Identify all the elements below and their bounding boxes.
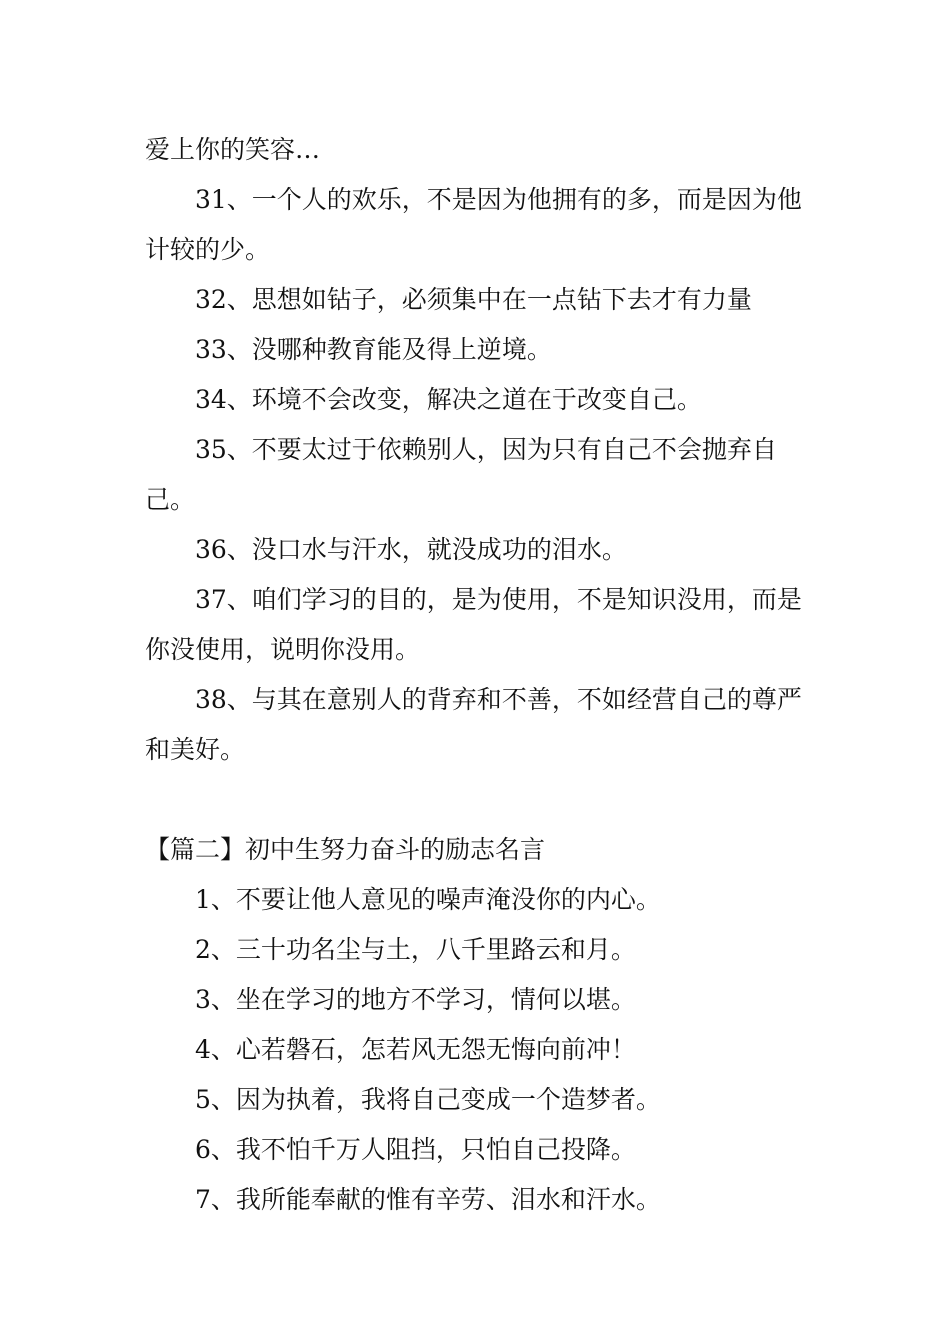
quote-32: 32、思想如钻子，必须集中在一点钻下去才有力量: [195, 285, 752, 314]
section-gap: [145, 775, 810, 825]
quote-5: 5、因为执着，我将自己变成一个造梦者。: [195, 1085, 661, 1114]
quote-36: 36、没口水与汗水，就没成功的泪水。: [195, 535, 627, 564]
quote-34: 34、环境不会改变，解决之道在于改变自己。: [195, 385, 702, 414]
quote-7: 7、我所能奉献的惟有辛劳、泪水和汗水。: [195, 1185, 661, 1214]
quote-4: 4、心若磐石，怎若风无怨无悔向前冲！: [195, 1035, 636, 1064]
continuation-line: 爱上你的笑容…: [145, 135, 321, 164]
page-content: [145, 125, 810, 1225]
quote-35: 35、不要太过于依赖别人，因为只有自己不会抛弃自己。: [145, 435, 777, 514]
quote-38: 38、与其在意别人的背弃和不善，不如经营自己的尊严和美好。: [145, 685, 802, 764]
quote-37: 37、咱们学习的目的，是为使用，不是知识没用，而是你没使用，说明你没用。: [145, 585, 802, 664]
section-heading: 【篇二】初中生努力奋斗的励志名言: [145, 835, 546, 864]
quote-31: 31、一个人的欢乐，不是因为他拥有的多，而是因为他计较的少。: [145, 185, 802, 264]
quote-2: 2、三十功名尘与土，八千里路云和月。: [195, 935, 636, 964]
quote-6: 6、我不怕千万人阻挡，只怕自己投降。: [195, 1135, 636, 1164]
quote-33: 33、没哪种教育能及得上逆境。: [195, 335, 552, 364]
quote-3: 3、坐在学习的地方不学习，情何以堪。: [195, 985, 636, 1014]
quote-1: 1、不要让他人意见的噪声淹没你的内心。: [195, 885, 661, 914]
